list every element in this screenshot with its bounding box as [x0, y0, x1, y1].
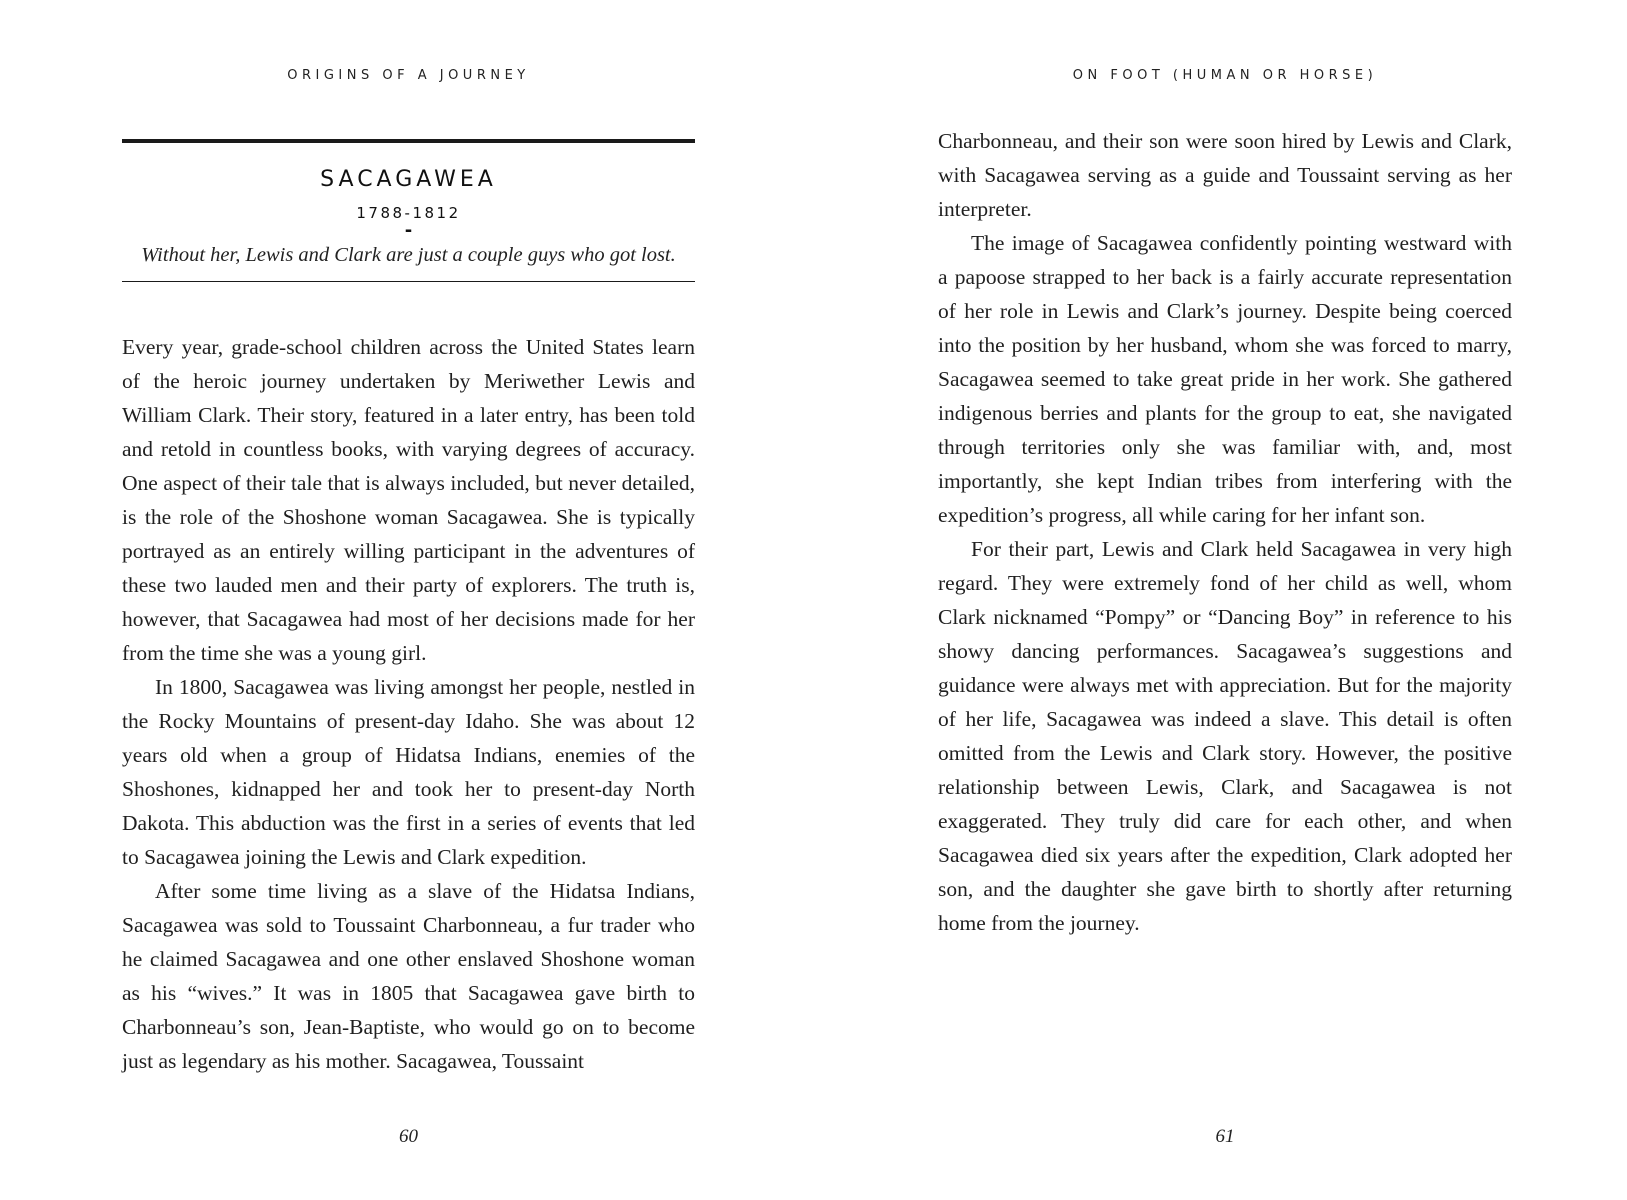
- left-page: [122, 0, 695, 1200]
- paragraph: In 1800, Sacagawea was living amongst her people, nestled in the Rocky Mountains of present-day Idaho. She was about 12 years old when a group of Hidatsa Indians, enemies of the Shoshones, kidnapped her and took her to present-day North Dakota. This abduction was the first in a series of events that led to Sacagawea joining the Lewis and Clark expedition.: [122, 675, 695, 869]
- title-top-rule: [122, 139, 695, 143]
- page-number: 60: [399, 1126, 418, 1147]
- chapter-tagline: Without her, Lewis and Clark are just a couple guys who got lost.: [141, 244, 676, 266]
- paragraph: For their part, Lewis and Clark held Sacagawea in very high regard. They were extremely fond of her child as well, whom Clark nicknamed “Pompy” or “Dancing Boy” in reference to his showy dancing performances. Sacagawea’s suggestions and guidance were always met with appreciation. But for the majority of her life, Sacagawea was indeed a slave. This detail is often omitted from the Lewis and Clark story. However, the positive relationship between Lewis, Clark, and Sacagawea is not exaggerated. They truly did care for each other, and when Sacagawea died six years after the expedition, Clark adopted her son, and the daughter she gave birth to shortly after returning home from the journey.: [938, 537, 1512, 935]
- running-head: ORIGINS OF A JOURNEY: [287, 68, 530, 83]
- page-number: 61: [1215, 1126, 1235, 1147]
- right-body-text: [938, 124, 1512, 940]
- chapter-title-block: [122, 139, 695, 282]
- left-body-text: [122, 330, 695, 1078]
- right-page: [938, 0, 1512, 1200]
- paragraph: Charbonneau, and their son were soon hired by Lewis and Clark, with Sacagawea serving as a guide and Toussaint serving as her interpreter.: [938, 129, 1512, 221]
- title-dash: -: [404, 220, 413, 241]
- paragraph: After some time living as a slave of the Hidatsa Indians, Sacagawea was sold to Toussaint Charbonneau, a fur trader who he claimed Sacagawea and one other enslaved Shoshone woman as his “wives.” It was in 1805 that Sacagawea gave birth to Charbonneau’s son, Jean-Baptiste, who would go on to become just as legendary as his mother. Sacagawea, Toussaint: [122, 879, 695, 1073]
- paragraph: The image of Sacagawea confidently pointing westward with a papoose strapped to her back is a fairly accurate representation of her role in Lewis and Clark’s journey. Despite being coerced into the position by her husband, whom she was forced to marry, Sacagawea seemed to take great pride in her work. She gathered indigenous berries and plants for the group to eat, she navigated through territories only she was familiar with, and, most importantly, she kept Indian tribes from interfering with the expedition’s progress, all while caring for her infant son.: [938, 231, 1512, 527]
- chapter-title: SACAGAWEA: [320, 167, 497, 192]
- chapter-dates: 1788-1812: [356, 204, 461, 222]
- running-head: ON FOOT (HUMAN OR HORSE): [1072, 68, 1378, 83]
- paragraph: Every year, grade-school children across the United States learn of the heroic journey undertaken by Meriwether Lewis and William Clark. Their story, featured in a later entry, has been told and retold in countless books, with varying degrees of accuracy. One aspect of their tale that is always included, but never detailed, is the role of the Shoshone woman Sacagawea. She is typically portrayed as an entirely willing participant in the adventures of these two lauded men and their party of explorers. The truth is, however, that Sacagawea had most of her decisions made for her from the time she was a young girl.: [122, 335, 695, 665]
- title-bottom-rule: [122, 281, 695, 282]
